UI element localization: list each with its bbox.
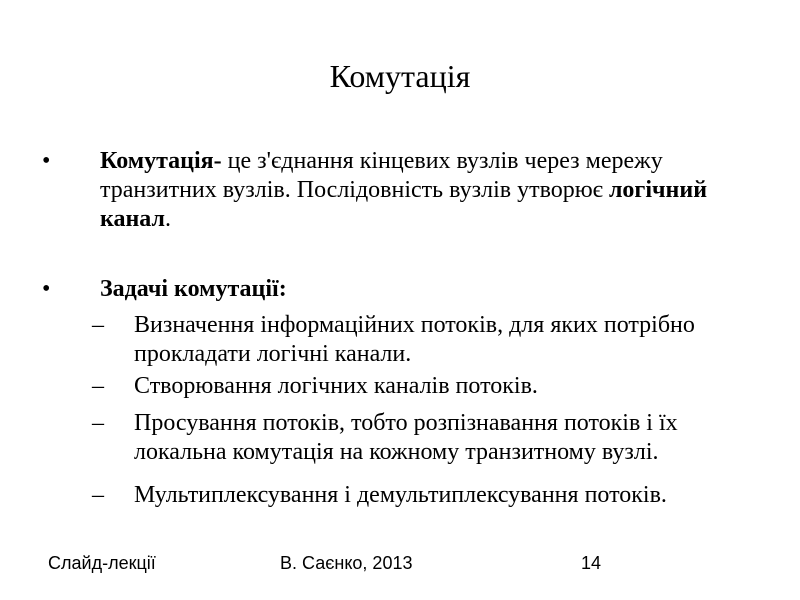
bullet-mark: • xyxy=(42,276,51,302)
slide-title: Комутація xyxy=(329,58,471,94)
dash-mark: – xyxy=(92,373,104,399)
bullet-definition-text xyxy=(100,147,760,234)
tasks-heading: Задачі комутації: xyxy=(100,276,287,302)
footer-page-number: 14 xyxy=(581,553,602,573)
bullet-mark: • xyxy=(42,148,51,174)
term-switching: Комутація- xyxy=(100,148,222,174)
footer-author: В. Саєнко, 2013 xyxy=(280,553,413,573)
footer-course-label: Слайд-лекції xyxy=(48,553,156,573)
sub-item-text: Мультиплексування і демультиплексування потоків. xyxy=(134,482,667,508)
dash-mark: – xyxy=(92,312,104,338)
sub-item-text: Визначення інформаційних потоків, для яких потрібно прокладати логічні канали. xyxy=(134,312,695,367)
term-logical-channel: логічний канал xyxy=(100,177,708,232)
sub-item-text: Створювання логічних каналів потоків. xyxy=(134,373,538,399)
dash-mark: – xyxy=(92,482,104,508)
definition-end: . xyxy=(164,206,171,232)
sub-item-text: Просування потоків, тобто розпізнавання потоків і їх локальна комутація на кожному транзитному вузлі. xyxy=(134,410,678,465)
definition-text: це з'єднання кінцевих вузлів через мережу транзитних вузлів. Послідовність вузлів утворює xyxy=(100,148,663,203)
dash-mark: – xyxy=(92,410,104,436)
